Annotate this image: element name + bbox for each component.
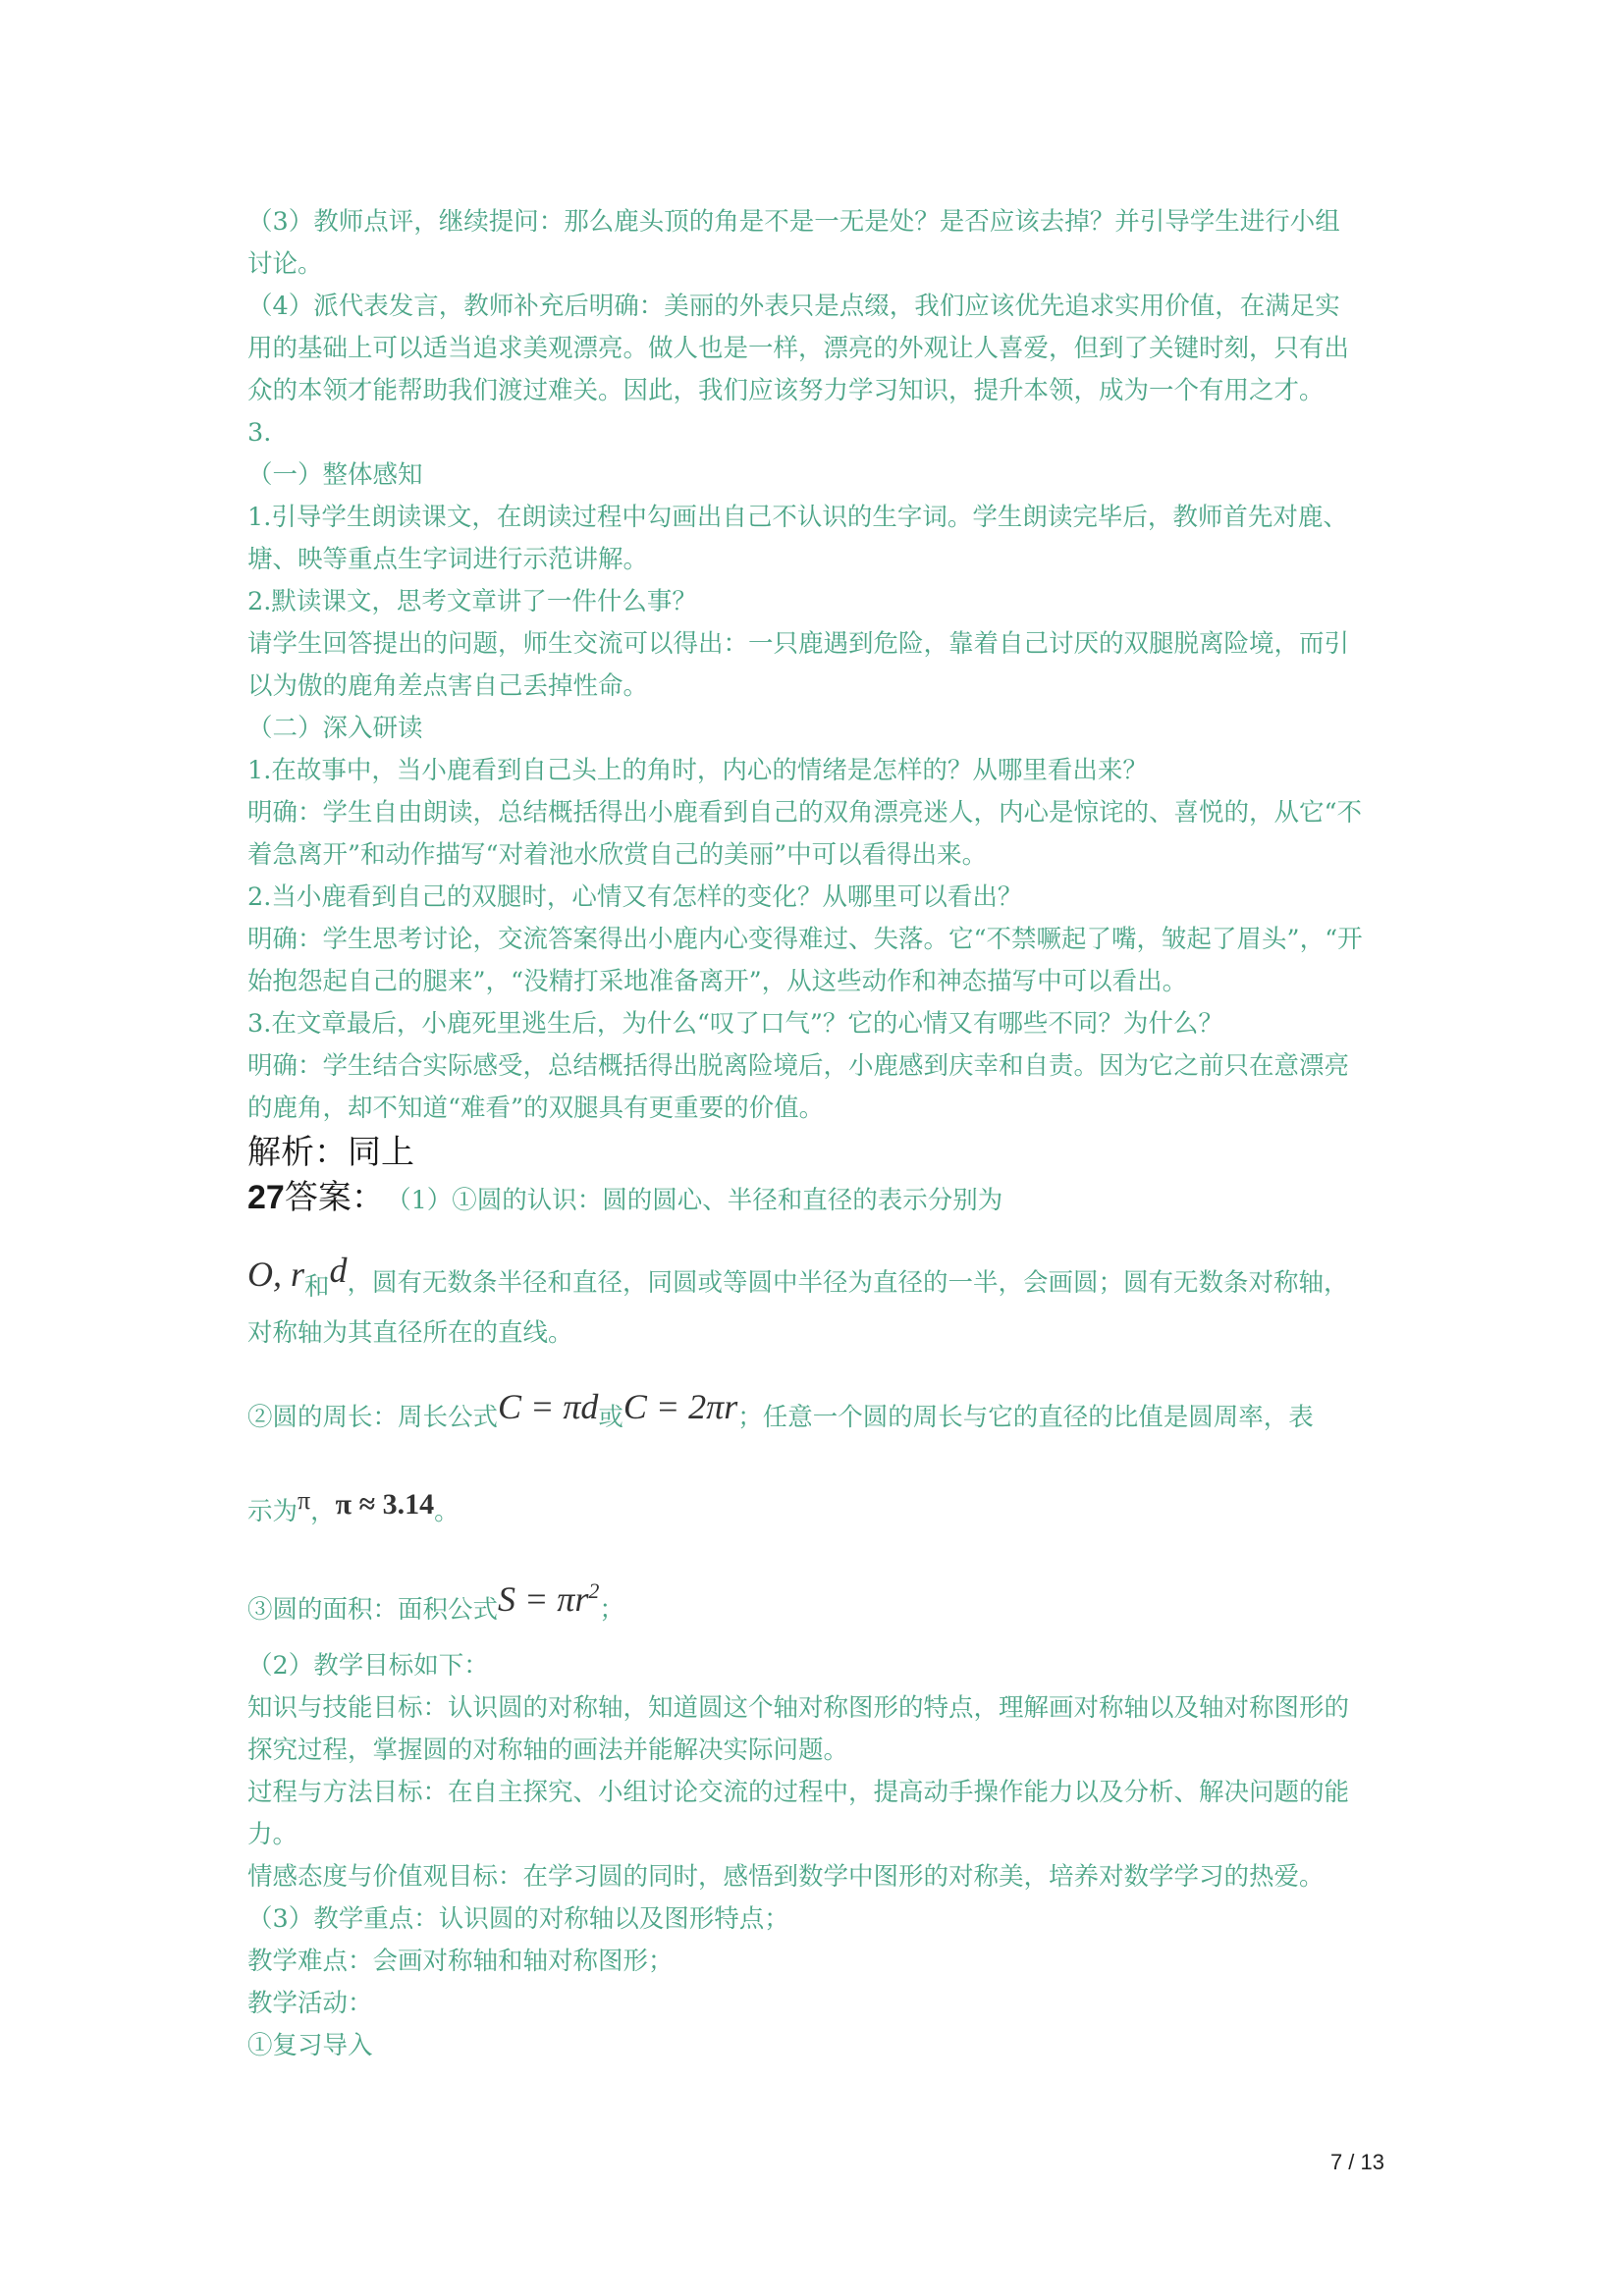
text-line: 3.在文章最后，小鹿死里逃生后，为什么“叹了口气”？它的心情又有哪些不同？为什么？	[247, 1009, 1223, 1039]
text-line: 以为傲的鹿角差点害自己丢掉性命。	[247, 671, 649, 701]
text-line: （3）教学重点：认识圆的对称轴以及图形特点；	[247, 1904, 789, 1934]
math-d: d	[329, 1251, 348, 1290]
text-he: 和	[304, 1272, 330, 1302]
answer-intro-text: （1）①圆的认识：圆的圆心、半径和直径的表示分别为	[398, 1186, 1003, 1215]
question-number: 27	[247, 1179, 285, 1216]
text-line: 众的本领才能帮助我们渡过难关。因此，我们应该努力学习知识，提升本领，成为一个有用之才。	[247, 376, 1325, 405]
text-line: （一）整体感知	[247, 460, 423, 490]
text-line: 始抱怨起自己的腿来”，“没精打采地准备离开”，从这些动作和神态描写中可以看出。	[247, 967, 1188, 996]
bottom-paragraphs	[247, 1645, 1386, 2067]
text-line: 着急离开”和动作描写“对着池水欣赏自己的美丽”中可以看得出来。	[247, 840, 988, 870]
text-line: 1.在故事中，当小鹿看到自己头上的角时，内心的情绪是怎样的？从哪里看出来？	[247, 756, 1148, 785]
math-row-5	[247, 1533, 1386, 1631]
text-circumference-label: ②圆的周长：周长公式	[247, 1403, 499, 1432]
page-content	[247, 201, 1386, 2067]
text-line: 2.当小鹿看到自己的双腿时，心情又有怎样的变化？从哪里可以看出？	[247, 882, 1023, 912]
formula-area	[498, 1578, 599, 1620]
text-semicolon: ；	[599, 1595, 624, 1625]
text-line: 知识与技能目标：认识圆的对称轴，知道圆这个轴对称图形的特点，理解画对称轴以及轴对称图形的	[247, 1693, 1350, 1723]
text-symmetry-axis: 对称轴为其直径所在的直线。	[247, 1318, 573, 1348]
text-period: 。	[434, 1497, 460, 1526]
math-row-3	[247, 1355, 1386, 1439]
formula-area-exponent: 2	[588, 1578, 600, 1603]
text-line: 1.引导学生朗读课文，在朗读过程中勾画出自己不认识的生字词。学生朗读完毕后，教师首先对鹿、	[247, 503, 1348, 532]
text-line: ①复习导入	[247, 2031, 373, 2060]
text-or: 或	[598, 1403, 623, 1432]
text-line: 教学难点：会画对称轴和轴对称图形；	[247, 1947, 674, 1976]
text-comma: ，	[310, 1497, 336, 1526]
formula-pi-approx: π ≈ 3.14	[335, 1488, 435, 1521]
formula-c-pi-d: C = πd	[498, 1387, 599, 1426]
text-line: 过程与方法目标：在自主探究、小组讨论交流的过程中，提高动手操作能力以及分析、解决问题的能	[247, 1778, 1350, 1807]
text-line: 3.	[247, 418, 272, 448]
text-line: 的鹿角，却不知道“难看”的双腿具有更重要的价值。	[247, 1094, 825, 1123]
text-circumference-desc: ；任意一个圆的周长与它的直径的比值是圆周率，表	[737, 1403, 1314, 1432]
text-line: 讨论。	[247, 249, 323, 279]
text-circle-radius-desc: ，圆有无数条半径和直径，同圆或等圆中半径为直径的一半，会画圆；圆有无数条对称轴，	[347, 1268, 1349, 1298]
text-line: 探究过程，掌握圆的对称轴的画法并能解决实际问题。	[247, 1735, 849, 1765]
text-line: 请学生回答提出的问题，师生交流可以得出：一只鹿遇到危险，靠着自己讨厌的双腿脱离险境，而引	[247, 629, 1350, 659]
text-line: 力。	[247, 1820, 298, 1849]
spacer	[247, 1631, 1386, 1645]
text-line: 2.默读课文，思考文章讲了一件什么事？	[247, 587, 697, 616]
math-row-4	[247, 1439, 1386, 1533]
text-line: （4）派代表发言，教师补充后明确：美丽的外表只是点缀，我们应该优先追求实用价值，在满足实	[247, 292, 1340, 321]
math-o-r: O, r	[247, 1255, 305, 1294]
answer-label: 答案：	[284, 1178, 385, 1217]
text-line: （二）深入研读	[247, 714, 423, 743]
formula-area-main: S = πr	[498, 1579, 589, 1619]
text-line: 明确：学生思考讨论，交流答案得出小鹿内心变得难过、失落。它“不禁噘起了嘴，皱起了眉头”，“开	[247, 925, 1363, 954]
text-line: （2）教学目标如下：	[247, 1651, 489, 1681]
text-line: 塘、映等重点生字词进行示范讲解。	[247, 545, 649, 574]
text-line: 教学活动：	[247, 1989, 373, 2018]
text-line: 情感态度与价值观目标：在学习圆的同时，感悟到数学中图形的对称美，培养对数学学习的热爱。	[247, 1862, 1325, 1892]
page-number: 7 / 13	[1329, 2150, 1384, 2174]
text-line: 明确：学生结合实际感受，总结概括得出脱离险境后，小鹿感到庆幸和自责。因为它之前只在意漂亮	[247, 1051, 1350, 1081]
answer-27-heading	[247, 1175, 1386, 1220]
formula-c-2pi-r: C = 2πr	[623, 1387, 738, 1426]
analysis-heading: 解析：同上	[247, 1133, 414, 1172]
top-paragraphs	[247, 201, 1386, 1130]
math-row-1	[247, 1220, 1386, 1305]
text-area-label: ③圆的面积：面积公式	[247, 1595, 499, 1625]
text-line: （3）教师点评，继续提问：那么鹿头顶的角是不是一无是处？是否应该去掉？并引导学生进行小组	[247, 207, 1340, 237]
text-line: 明确：学生自由朗读，总结概括得出小鹿看到自己的双角漂亮迷人，内心是惊诧的、喜悦的，从它“不	[247, 798, 1363, 828]
text-line: 用的基础上可以适当追求美观漂亮。做人也是一样，漂亮的外观让人喜爱，但到了关键时刻，只有出	[247, 334, 1350, 363]
symbol-pi: π	[298, 1486, 311, 1515]
text-denoted-as: 示为	[247, 1497, 298, 1526]
